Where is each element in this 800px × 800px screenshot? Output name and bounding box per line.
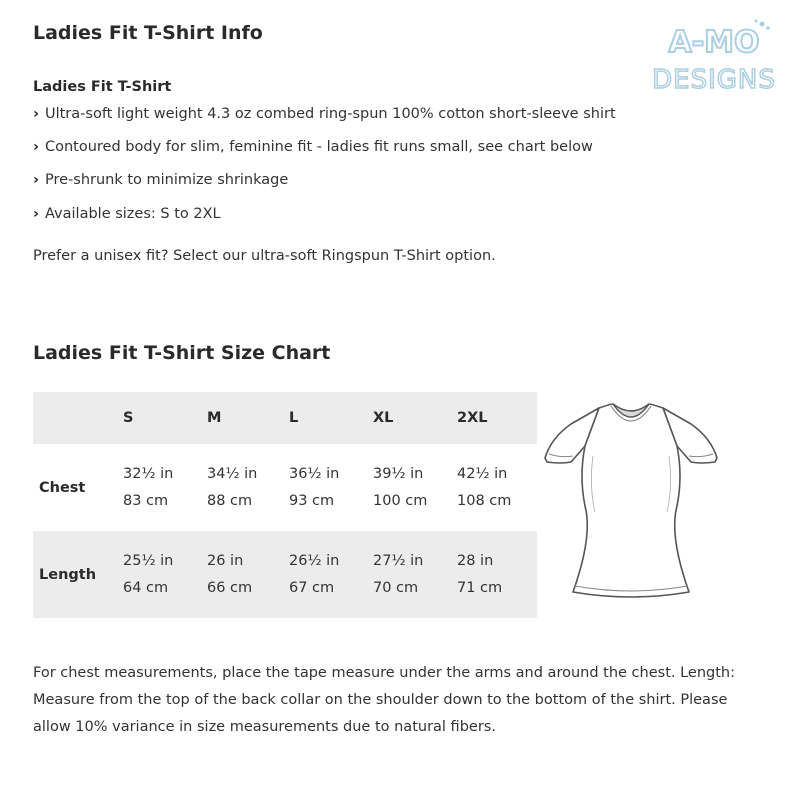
row-label: Length [39, 566, 97, 583]
value-inches: 28 in [457, 552, 494, 569]
feature-text: Pre-shrunk to minimize shrinkage [44, 172, 289, 188]
feature-item [33, 172, 288, 188]
feature-item [33, 139, 593, 155]
value-cm: 64 cm [123, 579, 169, 596]
value-cm: 83 cm [123, 492, 169, 509]
value-cm: 70 cm [373, 579, 419, 596]
feature-item [33, 106, 616, 122]
chevron-right-icon: › [33, 172, 39, 188]
chevron-right-icon: › [33, 106, 39, 122]
value-inches: 26½ in [289, 552, 340, 569]
size-header: L [289, 410, 299, 426]
logo-line2: DESIGNS [652, 65, 776, 95]
table-row-chest [33, 444, 537, 531]
feature-text: Ultra-soft light weight 4.3 oz combed ring-spun 100% cotton short-sleeve shirt [44, 106, 616, 122]
feature-text: Available sizes: S to 2XL [44, 206, 221, 222]
value-inches: 26 in [207, 552, 244, 569]
value-inches: 25½ in [123, 552, 174, 569]
size-chart-title: Ladies Fit T-Shirt Size Chart [33, 342, 331, 364]
unisex-note: Prefer a unisex fit? Select our ultra-soft Ringspun T-Shirt option. [33, 248, 496, 264]
table-cell [373, 444, 457, 531]
value-inches: 27½ in [373, 552, 424, 569]
table-header-empty [33, 392, 123, 444]
chevron-right-icon: › [33, 206, 39, 222]
value-cm: 66 cm [207, 579, 253, 596]
table-cell [207, 444, 289, 531]
feature-item [33, 206, 221, 222]
feature-text: Contoured body for slim, feminine fit - ladies fit runs small, see chart below [44, 139, 593, 155]
value-cm: 67 cm [289, 579, 335, 596]
table-cell [457, 531, 537, 618]
page-title: Ladies Fit T-Shirt Info [33, 22, 263, 44]
value-cm: 93 cm [289, 492, 335, 509]
value-cm: 108 cm [457, 492, 512, 509]
size-header: M [207, 410, 222, 426]
measurement-instructions: For chest measurements, place the tape measure under the arms and around the chest. Length: Measure from the top of the back collar on the shoulder down to the bottom of the shirt. Please allow 10% variance in size measurements due to natural fibers. [33, 665, 735, 735]
table-cell [289, 531, 373, 618]
size-chart-table [33, 392, 537, 618]
value-cm: 100 cm [373, 492, 428, 509]
value-inches: 42½ in [457, 465, 508, 482]
table-cell [207, 531, 289, 618]
value-cm: 71 cm [457, 579, 503, 596]
table-cell [123, 444, 207, 531]
table-cell [457, 444, 537, 531]
value-inches: 32½ in [123, 465, 174, 482]
product-name: Ladies Fit T-Shirt [33, 79, 172, 95]
table-cell [373, 531, 457, 618]
table-row-length [33, 531, 537, 618]
size-header: S [123, 410, 134, 426]
size-header: 2XL [457, 410, 488, 426]
row-label: Chest [39, 479, 86, 496]
table-cell [289, 444, 373, 531]
table-cell [123, 531, 207, 618]
table-header-row [33, 392, 537, 444]
logo-line1: A-MO [668, 25, 760, 60]
brand-logo [652, 18, 777, 98]
value-inches: 39½ in [373, 465, 424, 482]
value-inches: 36½ in [289, 465, 340, 482]
chevron-right-icon: › [33, 139, 39, 155]
value-cm: 88 cm [207, 492, 253, 509]
value-inches: 34½ in [207, 465, 258, 482]
size-header: XL [373, 410, 394, 426]
t-shirt-outline-icon [541, 396, 721, 606]
